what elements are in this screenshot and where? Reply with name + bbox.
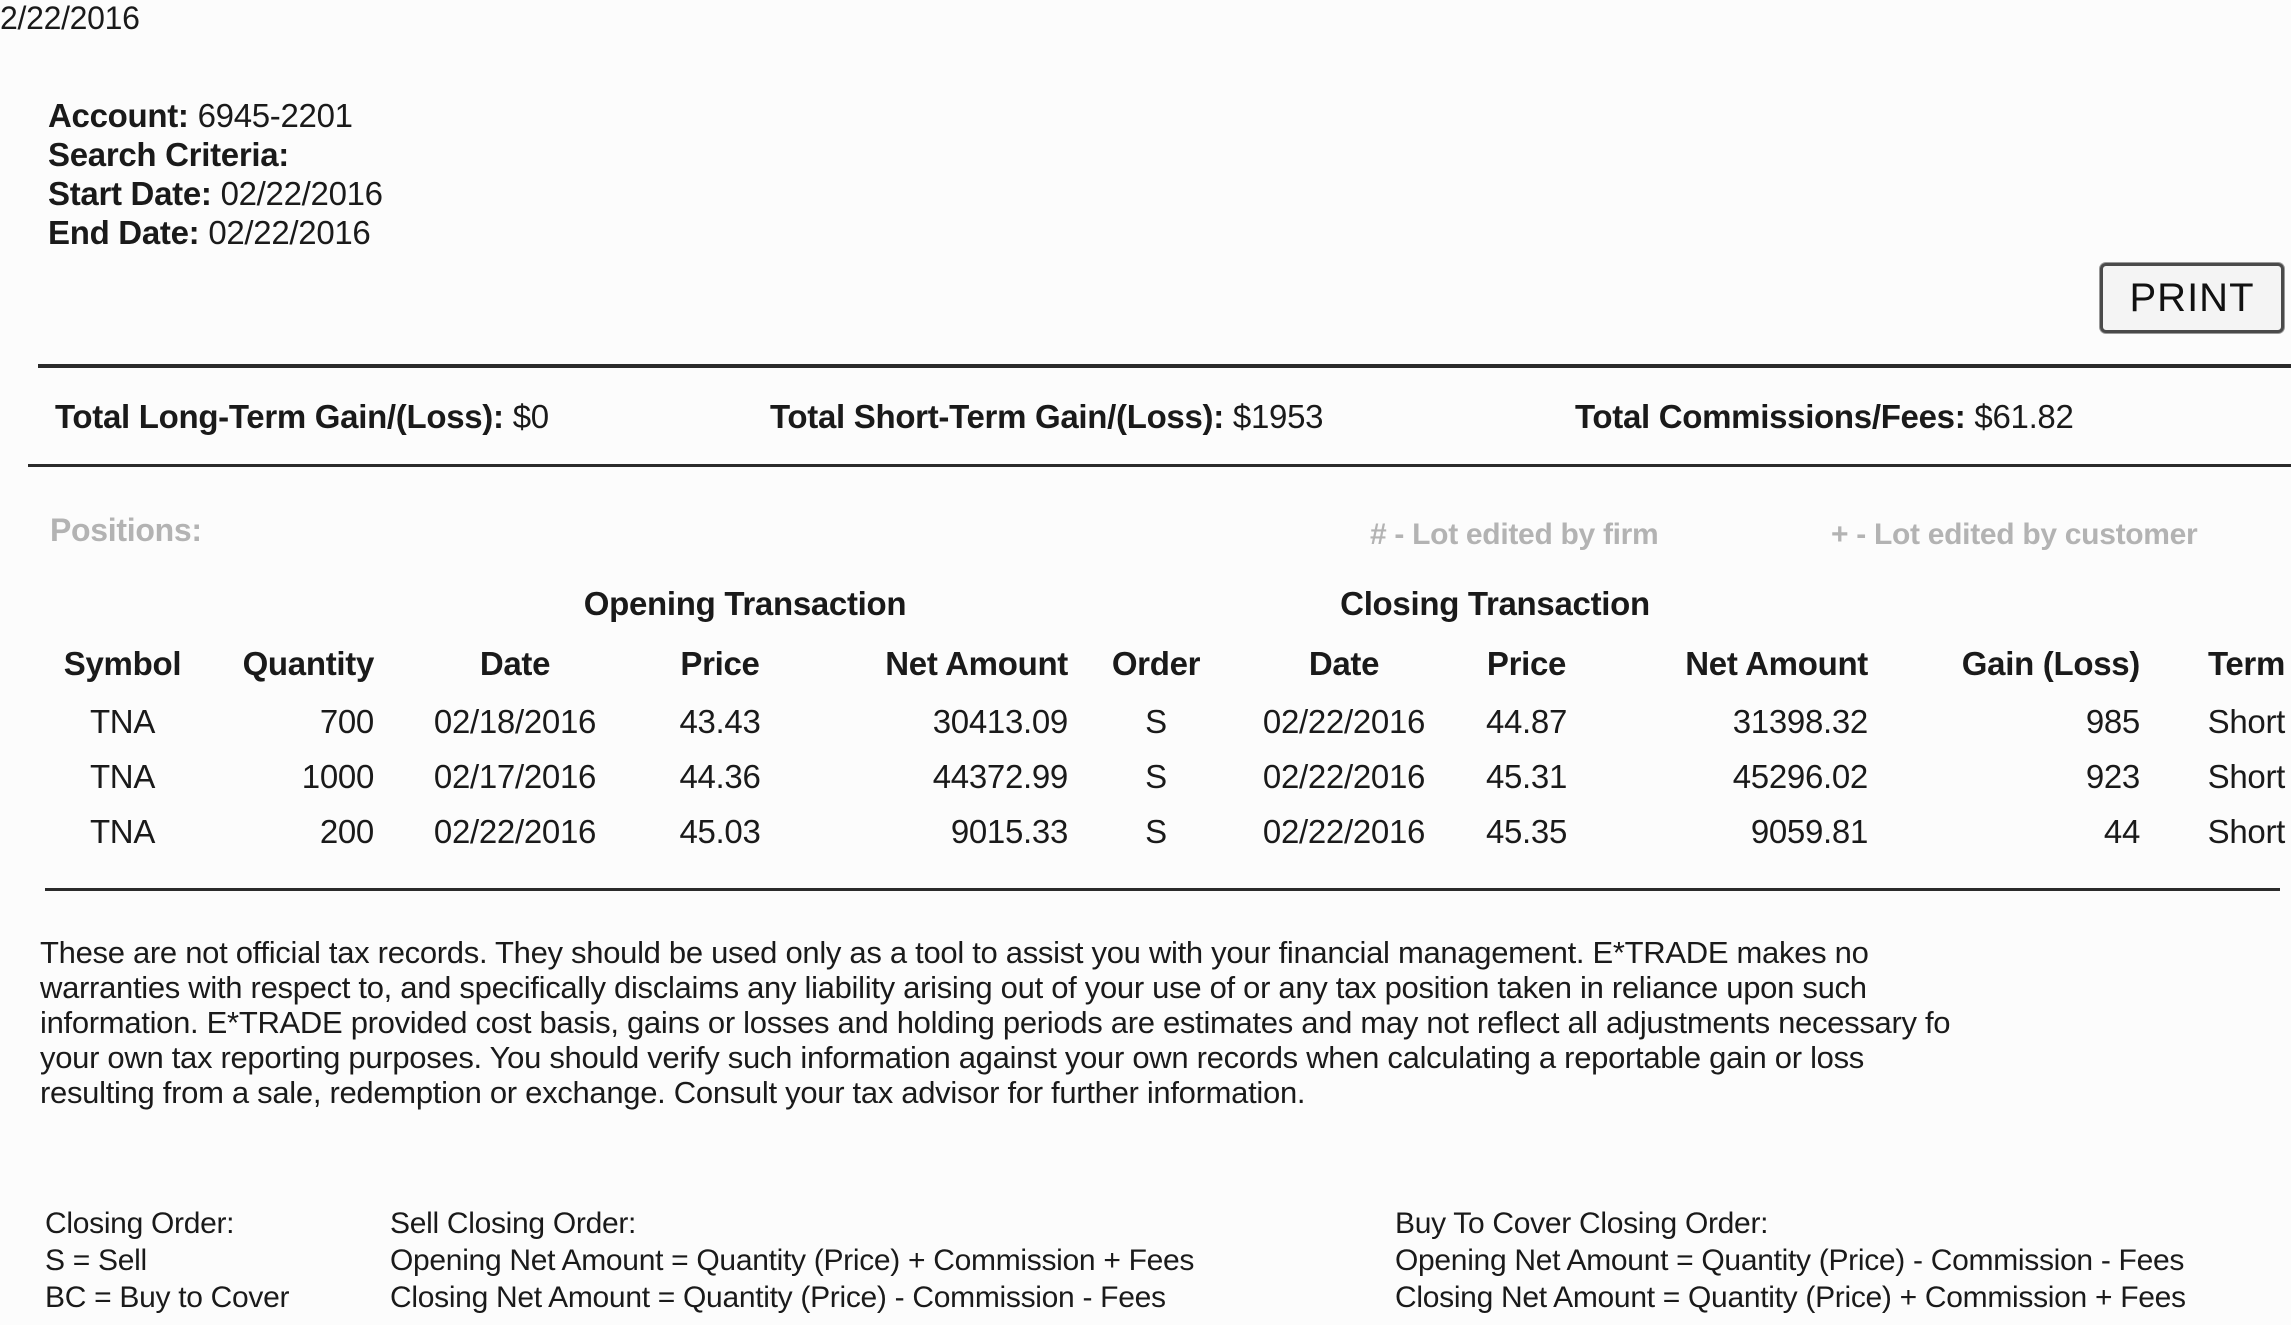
cell-opening-date: 02/18/2016 [433,703,597,740]
cell-gain-loss: 923 [2085,758,2140,795]
closing-order-line: S = Sell [45,1244,147,1277]
cell-closing-date: 02/22/2016 [1262,703,1426,740]
cell-term: Short [2207,703,2285,740]
closing-order-line: BC = Buy to Cover [45,1281,290,1314]
account-label: Account: [48,97,189,134]
positions-table [0,645,2291,868]
disclaimer-line: information. E*TRADE provided cost basis, gains or losses and holding periods are estimates and may not reflect all adjustments necessary fo [40,1005,1951,1040]
start-date-value: 02/22/2016 [220,175,383,212]
total-commissions-fees-value: $61.82 [1974,398,2074,435]
total-commissions-fees-label: Total Commissions/Fees: [1575,398,1966,435]
total-short-term [770,398,1323,436]
cell-quantity: 1000 [301,758,374,795]
disclaimer-line: warranties with respect to, and specifically disclaims any liability arising out of your use of or any tax position taken in reliance upon such [40,970,1867,1005]
column-header-closing-date: Date [1308,645,1380,682]
table-row [0,813,2291,868]
total-commissions-fees [1575,398,2074,436]
cell-symbol: TNA [89,758,156,795]
sell-closing-order-line: Opening Net Amount = Quantity (Price) + Commission + Fees [390,1244,1195,1277]
column-header-closing-net: Net Amount [1685,645,1868,682]
cell-symbol: TNA [89,813,156,850]
cell-closing-net: 45296.02 [1732,758,1868,795]
column-header-quantity: Quantity [242,645,374,682]
search-criteria-line [48,135,383,174]
cell-closing-date: 02/22/2016 [1262,758,1426,795]
table-row [0,703,2291,758]
print-header-date: 2/22/2016 [0,0,140,36]
cell-opening-price: 44.36 [679,758,761,795]
cell-closing-price: 45.31 [1485,758,1568,795]
total-short-term-label: Total Short-Term Gain/(Loss): [770,398,1224,435]
account-line [48,96,383,135]
column-header-closing-price: Price [1486,645,1567,682]
closing-order-title: Closing Order: [45,1207,235,1240]
lot-edited-by-customer-note: + - Lot edited by customer [1831,518,2198,551]
account-value: 6945-2201 [197,97,353,134]
disclaimer-line: These are not official tax records. They should be used only as a tool to assist you with your financial management. E*TRADE makes no [40,935,1869,970]
cell-opening-price: 43.43 [679,703,761,740]
cell-opening-date: 02/17/2016 [433,758,597,795]
buy-to-cover-line: Closing Net Amount = Quantity (Price) + Commission + Fees [1395,1281,2186,1314]
disclaimer-line: resulting from a sale, redemption or exchange. Consult your tax advisor for further information. [40,1075,1306,1110]
end-date-line [48,213,383,252]
column-header-symbol: Symbol [63,645,182,682]
end-date-label: End Date: [48,214,200,251]
sell-closing-order-legend [390,1205,1194,1316]
cell-order: S [1145,703,1167,740]
closing-transaction-group-header: Closing Transaction [1340,585,1650,622]
column-header-opening-price: Price [680,645,760,682]
end-date-value: 02/22/2016 [208,214,371,251]
cell-opening-price: 45.03 [679,813,761,850]
cell-closing-net: 31398.32 [1732,703,1868,740]
table-header-row [0,645,2291,683]
divider-below-totals [28,464,2291,467]
cell-opening-net: 30413.09 [932,703,1068,740]
cell-closing-price: 45.35 [1485,813,1568,850]
lot-edited-by-firm-note: # - Lot edited by firm [1370,518,1659,551]
start-date-label: Start Date: [48,175,212,212]
total-short-term-value: $1953 [1232,398,1324,435]
buy-to-cover-line: Opening Net Amount = Quantity (Price) - Commission - Fees [1395,1244,2185,1277]
cell-closing-price: 44.87 [1485,703,1568,740]
cell-closing-net: 9059.81 [1750,813,1868,850]
total-long-term [55,398,549,436]
account-info-block [48,96,383,252]
cell-gain-loss: 985 [2085,703,2140,740]
disclaimer-paragraph [40,935,1950,1110]
cell-term: Short [2207,813,2285,850]
cell-order: S [1145,758,1167,795]
column-header-order: Order [1111,645,1201,682]
column-header-opening-date: Date [479,645,551,682]
closing-order-legend [45,1205,289,1316]
column-header-gain-loss: Gain (Loss) [1961,645,2140,682]
cell-opening-date: 02/22/2016 [433,813,597,850]
disclaimer-line: your own tax reporting purposes. You should verify such information against your own records when calculating a reportable gain or loss [40,1040,1864,1075]
column-header-opening-net: Net Amount [885,645,1068,682]
total-long-term-value: $0 [512,398,549,435]
cell-quantity: 700 [319,703,374,740]
start-date-line [48,174,383,213]
sell-closing-order-line: Closing Net Amount = Quantity (Price) - Commission - Fees [390,1281,1166,1314]
table-row [0,758,2291,813]
cell-term: Short [2207,758,2285,795]
total-long-term-label: Total Long-Term Gain/(Loss): [55,398,504,435]
positions-section-label: Positions: [50,512,202,548]
opening-transaction-group-header: Opening Transaction [583,585,907,622]
divider-below-table [45,888,2280,891]
search-criteria-label: Search Criteria: [48,136,289,173]
cell-order: S [1145,813,1167,850]
column-header-term: Term [2207,645,2285,682]
cell-closing-date: 02/22/2016 [1262,813,1426,850]
sell-closing-order-title: Sell Closing Order: [390,1207,637,1240]
cell-opening-net: 9015.33 [950,813,1068,850]
buy-to-cover-closing-order-legend [1395,1205,2186,1316]
print-button[interactable]: PRINT [2100,263,2284,333]
cell-quantity: 200 [319,813,374,850]
buy-to-cover-title: Buy To Cover Closing Order: [1395,1207,1769,1240]
divider-top [38,364,2291,368]
cell-symbol: TNA [89,703,156,740]
cell-opening-net: 44372.99 [932,758,1068,795]
cell-gain-loss: 44 [2103,813,2140,850]
